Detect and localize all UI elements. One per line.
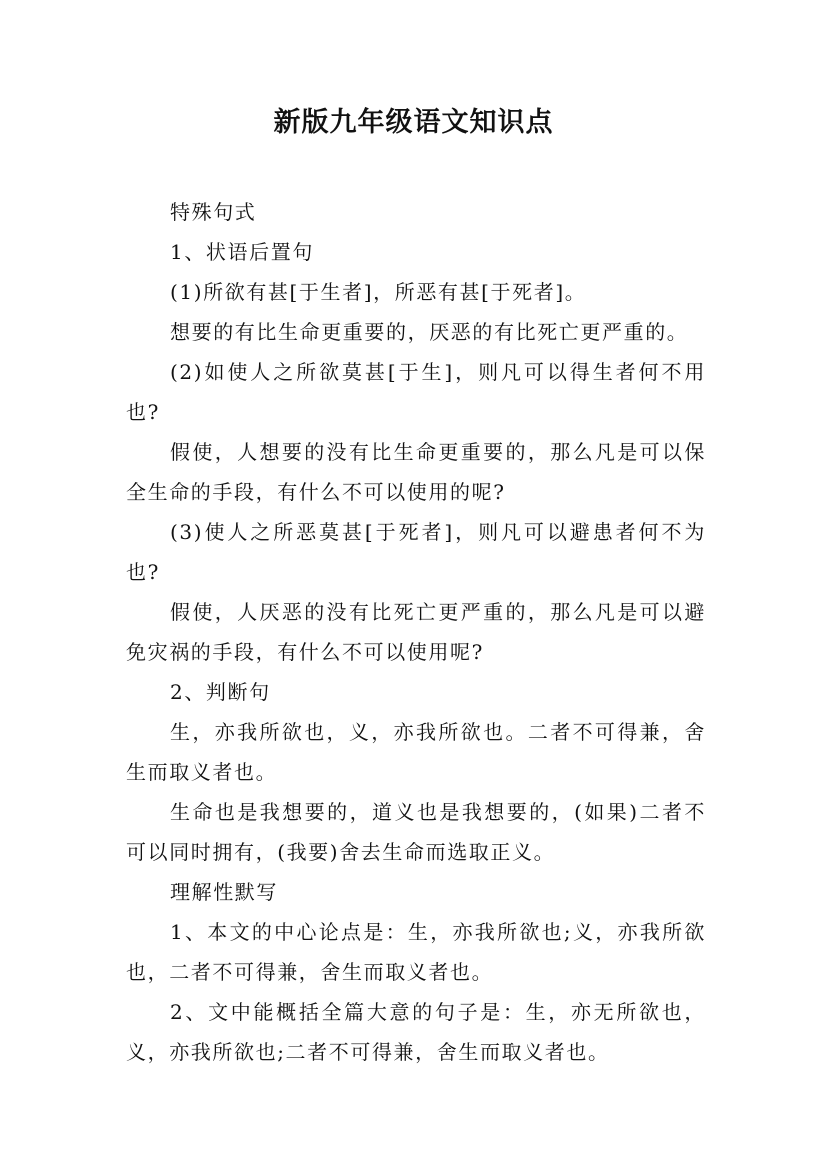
subsection-heading: 2、判断句 — [170, 680, 271, 704]
paragraph: 想要的有比生命更重要的，厌恶的有比死亡更严重的。 — [170, 320, 689, 344]
paragraph: 2、文中能概括全篇大意的句子是：生，亦无所欲也，义，亦我所欲也;二者不可得兼，舍生而取义者也。 — [126, 1000, 706, 1064]
paragraph: 生命也是我想要的，道义也是我想要的，(如果)二者不可以同时拥有，(我要)舍去生命而选取正义。 — [126, 800, 706, 864]
document-title: 新版九年级语文知识点 — [273, 107, 554, 138]
paragraph: 假使，人想要的没有比生命更重要的，那么凡是可以保全生命的手段，有什么不可以使用的呢? — [126, 440, 706, 504]
paragraph: (1)所欲有甚[于生者]，所恶有甚[于死者]。 — [170, 280, 587, 304]
paragraph: 假使，人厌恶的没有比死亡更严重的，那么凡是可以避免灾祸的手段，有什么不可以使用呢? — [126, 600, 706, 664]
paragraph: 生，亦我所欲也，义，亦我所欲也。二者不可得兼，舍生而取义者也。 — [126, 720, 706, 784]
subsection-heading: 1、状语后置句 — [170, 240, 314, 264]
paragraph: (3)使人之所恶莫甚[于死者]，则凡可以避患者何不为也? — [126, 520, 706, 584]
section-heading: 特殊句式 — [170, 200, 257, 224]
section-heading: 理解性默写 — [170, 880, 278, 904]
document-body — [126, 192, 706, 1072]
paragraph: 1、本文的中心论点是：生，亦我所欲也;义，亦我所欲也，二者不可得兼，舍生而取义者也。 — [126, 920, 706, 984]
paragraph: (2)如使人之所欲莫甚[于生]，则凡可以得生者何不用也? — [126, 360, 706, 424]
